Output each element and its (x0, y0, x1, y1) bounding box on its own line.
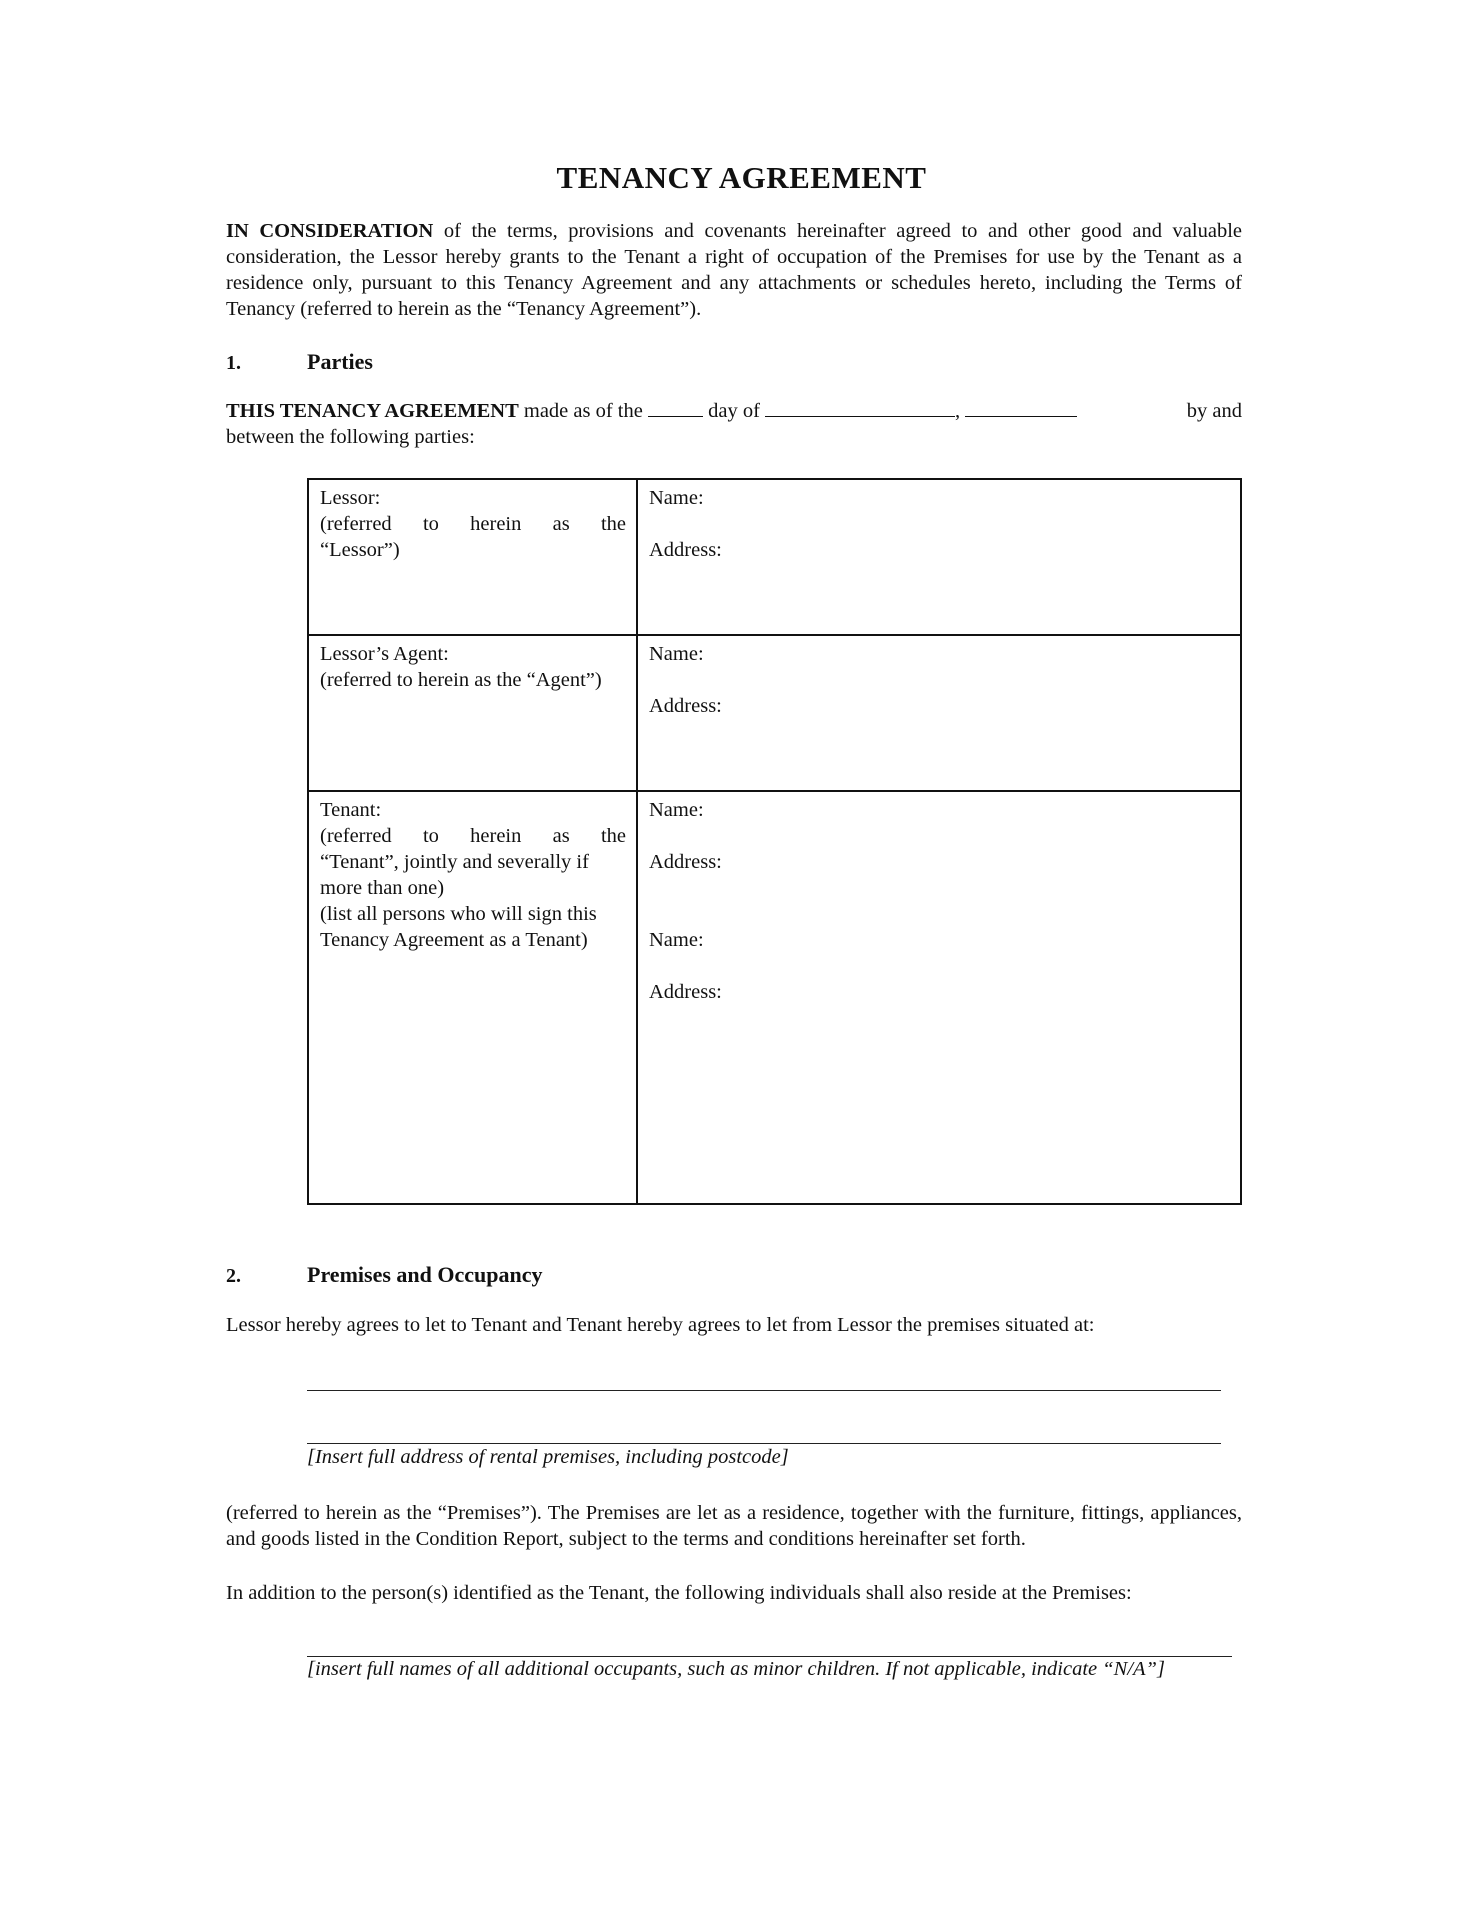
parties-intro-line-2: between the following parties: (226, 426, 475, 448)
tenant-details-cell[interactable] (637, 791, 1241, 1204)
lessor-description-cell: Lessor: (referred to herein as the “Lessor”) (308, 479, 637, 635)
section-1-number: 1. (226, 352, 241, 374)
preamble-lead: IN CONSIDERATION (226, 220, 434, 242)
document-title: TENANCY AGREEMENT (556, 160, 927, 195)
address-line-2[interactable] (307, 1443, 1221, 1444)
agent-details-cell[interactable] (637, 635, 1241, 791)
section-1-heading (226, 349, 373, 375)
parties-intro-line-1: THIS TENANCY AGREEMENT made as of the day of , by and (226, 400, 1242, 422)
parties-table (307, 478, 1242, 1205)
premises-intro: Lessor hereby agrees to let to Tenant and Tenant hereby agrees to let from Lessor the premises situated at: (226, 1314, 1095, 1336)
preamble-text: of the terms, provisions and covenants hereinafter agreed to and other good and valuable consideration, the Lessor hereby grants to the Tenant a right of occupation of the Premises for use by the Tenant as a residence only, pursuant to this Tenancy Agreement and any attachments or schedules hereto, including the Terms of Tenancy (referred to herein as the “Tenancy Agreement”). (226, 220, 1242, 320)
agent-name-label: Name: (649, 643, 704, 665)
year-blank[interactable] (965, 398, 1077, 417)
tenant-description-cell: Tenant: (referred to herein as the “Tenant”, jointly and severally if more than one) (list all persons who will sign this Tenancy Agreement as a Tenant) (308, 791, 637, 1204)
preamble-paragraph (226, 218, 1242, 322)
agent-description-cell: Lessor’s Agent: (referred to herein as the “Agent”) (308, 635, 637, 791)
address-line-1[interactable] (307, 1390, 1221, 1391)
party-row-agent (308, 635, 1241, 791)
lessor-address-label: Address: (649, 539, 722, 561)
tenant-address-label: Address: (649, 851, 722, 873)
lessor-details-cell[interactable] (637, 479, 1241, 635)
agent-address-label: Address: (649, 695, 722, 717)
parties-intro (226, 398, 1242, 450)
section-1-title: Parties (307, 349, 373, 374)
tenant-2-name-label: Name: (649, 929, 704, 951)
occupants-line[interactable] (307, 1656, 1232, 1657)
section-2-title: Premises and Occupancy (307, 1262, 543, 1287)
party-row-lessor (308, 479, 1241, 635)
tenant-2-address-label: Address: (649, 981, 722, 1003)
section-2-number: 2. (226, 1265, 241, 1287)
premises-paragraph: (referred to herein as the “Premises”). The Premises are let as a residence, together with the furniture, fittings, appliances, and goods listed in the Condition Report, subject to the terms and conditions hereinafter set forth. (226, 1502, 1242, 1550)
day-blank[interactable] (648, 398, 703, 417)
occupants-instruction: [insert full names of all additional occupants, such as minor children. If not applicable, indicate “N/A”] (307, 1658, 1165, 1680)
tenant-name-label: Name: (649, 799, 704, 821)
party-row-tenant (308, 791, 1241, 1204)
section-2-heading (226, 1262, 542, 1288)
month-blank[interactable] (765, 398, 955, 417)
lessor-name-label: Name: (649, 487, 704, 509)
address-instruction: [Insert full address of rental premises, including postcode] (307, 1446, 789, 1468)
occupants-intro: In addition to the person(s) identified as the Tenant, the following individuals shall also reside at the Premises: (226, 1582, 1132, 1604)
parties-intro-lead: THIS TENANCY AGREEMENT (226, 400, 519, 422)
